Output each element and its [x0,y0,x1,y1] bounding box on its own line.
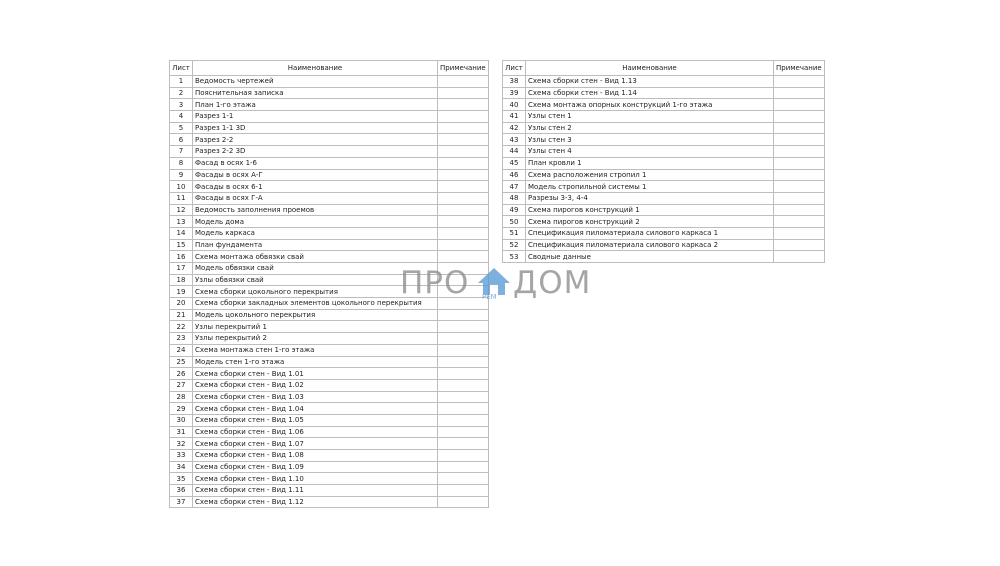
table-row [503,251,825,263]
sheet-name-cell: Схема расположения стропил 1 [526,169,774,181]
sheet-note-cell [438,239,489,251]
sheet-number-cell: 9 [170,169,193,181]
sheet-note-cell [438,134,489,146]
sheet-note-cell [774,169,825,181]
table-row [170,485,489,497]
sheet-name-cell: Схема сборки стен - Вид 1.04 [193,403,438,415]
sheet-number-cell: 36 [170,485,193,497]
sheet-note-cell [438,157,489,169]
sheet-name-cell: План фундамента [193,239,438,251]
table-body-right [503,76,825,263]
sheet-name-cell: Схема сборки стен - Вид 1.03 [193,391,438,403]
sheet-note-cell [438,169,489,181]
sheet-number-cell: 50 [503,216,526,228]
sheet-note-cell [438,216,489,228]
sheet-number-cell: 29 [170,403,193,415]
sheet-name-cell: Схема сборки стен - Вид 1.06 [193,426,438,438]
sheet-note-cell [774,239,825,251]
table-row [503,76,825,88]
table-row [503,216,825,228]
table-row [170,414,489,426]
sheet-number-cell: 5 [170,122,193,134]
sheet-note-cell [438,181,489,193]
sheet-note-cell [438,379,489,391]
sheet-number-cell: 7 [170,146,193,158]
sheet-note-cell [438,111,489,123]
sheet-name-cell: Фасады в осях Г-А [193,192,438,204]
table-row [503,87,825,99]
sheet-note-cell [438,356,489,368]
table-row [170,76,489,88]
table-row [170,473,489,485]
sheet-number-cell: 24 [170,344,193,356]
table-row [503,239,825,251]
header-sheet: Лист [170,61,193,76]
sheet-name-cell: Узлы стен 3 [526,134,774,146]
sheet-note-cell [438,414,489,426]
table-row [170,426,489,438]
table-row [170,216,489,228]
sheet-note-cell [774,227,825,239]
header-note: Примечание [438,61,489,76]
table-row [503,192,825,204]
sheet-note-cell [438,204,489,216]
sheet-note-cell [438,426,489,438]
sheet-note-cell [774,251,825,263]
sheet-number-cell: 38 [503,76,526,88]
table-header-row [503,61,825,76]
sheet-name-cell: Схема сборки стен - Вид 1.05 [193,414,438,426]
sheet-number-cell: 16 [170,251,193,263]
sheet-number-cell: 6 [170,134,193,146]
sheet-note-cell [438,146,489,158]
sheet-note-cell [438,473,489,485]
sheet-number-cell: 47 [503,181,526,193]
table-row [503,169,825,181]
sheet-note-cell [774,146,825,158]
sheet-number-cell: 22 [170,321,193,333]
sheet-name-cell: Схема монтажа опорных конструкций 1-го этажа [526,99,774,111]
sheet-number-cell: 23 [170,333,193,345]
sheet-note-cell [774,134,825,146]
sheet-name-cell: Модель обвязки свай [193,263,438,275]
sheet-note-cell [438,192,489,204]
watermark-logo [398,264,603,304]
sheet-name-cell: Фасады в осях 6-1 [193,181,438,193]
table-row [170,111,489,123]
table-row [170,169,489,181]
sheet-note-cell [438,321,489,333]
table-row [170,450,489,462]
sheet-number-cell: 1 [170,76,193,88]
table-row [170,251,489,263]
sheet-number-cell: 30 [170,414,193,426]
sheet-number-cell: 52 [503,239,526,251]
table-row [170,87,489,99]
sheet-name-cell: Модель цокольного перекрытия [193,309,438,321]
table-row [170,239,489,251]
sheet-number-cell: 14 [170,227,193,239]
table-row [170,192,489,204]
sheet-name-cell: Схема монтажа обвязки свай [193,251,438,263]
header-name: Наименование [193,61,438,76]
sheet-number-cell: 45 [503,157,526,169]
sheet-number-cell: 32 [170,438,193,450]
sheet-note-cell [438,461,489,473]
sheet-number-cell: 8 [170,157,193,169]
table-row [170,309,489,321]
table-row [170,227,489,239]
sheet-number-cell: 44 [503,146,526,158]
sheet-number-cell: 33 [170,450,193,462]
sheet-note-cell [438,251,489,263]
sheet-name-cell: Схема сборки стен - Вид 1.12 [193,496,438,508]
sheet-number-cell: 40 [503,99,526,111]
sheet-number-cell: 28 [170,391,193,403]
sheet-name-cell: Схема пирогов конструкций 2 [526,216,774,228]
sheet-name-cell: Схема пирогов конструкций 1 [526,204,774,216]
sheet-number-cell: 4 [170,111,193,123]
sheet-note-cell [438,309,489,321]
sheet-number-cell: 43 [503,134,526,146]
table-row [170,438,489,450]
sheet-name-cell: Схема сборки стен - Вид 1.14 [526,87,774,99]
sheet-number-cell: 34 [170,461,193,473]
table-row [503,146,825,158]
sheet-number-cell: 18 [170,274,193,286]
sheet-name-cell: Узлы перекрытий 2 [193,333,438,345]
sheet-number-cell: 26 [170,368,193,380]
sheet-name-cell: Разрез 1-1 3D [193,122,438,134]
sheet-number-cell: 27 [170,379,193,391]
sheet-note-cell [774,192,825,204]
sheet-note-cell [438,122,489,134]
table-row [503,204,825,216]
table-row [503,157,825,169]
table-row [503,99,825,111]
sheet-name-cell: Разрезы 3-3, 4-4 [526,192,774,204]
sheet-name-cell: Схема сборки закладных элементов цокольного перекрытия [193,298,438,310]
sheet-note-cell [438,485,489,497]
sheet-number-cell: 10 [170,181,193,193]
sheet-name-cell: Узлы стен 2 [526,122,774,134]
sheet-name-cell: Узлы перекрытий 1 [193,321,438,333]
sheet-note-cell [438,87,489,99]
sheet-name-cell: Сводные данные [526,251,774,263]
table-row [170,391,489,403]
sheet-name-cell: Узлы стен 4 [526,146,774,158]
sheet-number-cell: 17 [170,263,193,275]
sheet-number-cell: 42 [503,122,526,134]
sheet-number-cell: 2 [170,87,193,99]
sheet-name-cell: Ведомость заполнения проемов [193,204,438,216]
sheet-name-cell: Схема сборки стен - Вид 1.09 [193,461,438,473]
sheet-number-cell: 41 [503,111,526,123]
sheet-name-cell: Схема сборки стен - Вид 1.13 [526,76,774,88]
sheet-note-cell [438,368,489,380]
sheet-number-cell: 25 [170,356,193,368]
sheet-number-cell: 20 [170,298,193,310]
drawing-list-table-right [502,60,825,263]
sheet-name-cell: Схема сборки стен - Вид 1.07 [193,438,438,450]
header-sheet: Лист [503,61,526,76]
sheet-name-cell: Схема монтажа стен 1-го этажа [193,344,438,356]
table-row [503,122,825,134]
sheet-name-cell: Фасады в осях А-Г [193,169,438,181]
sheet-number-cell: 51 [503,227,526,239]
sheet-note-cell [774,181,825,193]
sheet-name-cell: Схема сборки стен - Вид 1.02 [193,379,438,391]
sheet-number-cell: 48 [503,192,526,204]
logo-text-left: ПРО [400,265,470,301]
sheet-name-cell: Схема сборки цокольного перекрытия [193,286,438,298]
sheet-note-cell [438,99,489,111]
sheet-name-cell: Схема сборки стен - Вид 1.08 [193,450,438,462]
table-row [170,122,489,134]
table-row [170,146,489,158]
table-row [170,379,489,391]
sheet-note-cell [774,204,825,216]
sheet-note-cell [438,438,489,450]
table-row [170,496,489,508]
table-row [503,181,825,193]
sheet-note-cell [438,496,489,508]
sheet-note-cell [438,450,489,462]
sheet-number-cell: 19 [170,286,193,298]
table-row [170,181,489,193]
sheet-note-cell [774,122,825,134]
sheet-name-cell: Узлы обвязки свай [193,274,438,286]
table-row [170,204,489,216]
sheet-name-cell: Схема сборки стен - Вид 1.10 [193,473,438,485]
sheet-note-cell [774,99,825,111]
sheet-name-cell: Модель стен 1-го этажа [193,356,438,368]
table-row [503,111,825,123]
sheet-note-cell [438,76,489,88]
logo-subtext: РЕМ [482,293,497,301]
table-row [170,99,489,111]
sheet-name-cell: Модель дома [193,216,438,228]
sheet-number-cell: 49 [503,204,526,216]
sheet-name-cell: Пояснительная записка [193,87,438,99]
table-row [170,321,489,333]
table-row [503,134,825,146]
sheet-number-cell: 12 [170,204,193,216]
sheet-name-cell: Модель каркаса [193,227,438,239]
sheet-name-cell: Схема сборки стен - Вид 1.11 [193,485,438,497]
sheet-note-cell [774,76,825,88]
table-row [503,227,825,239]
sheet-name-cell: Схема сборки стен - Вид 1.01 [193,368,438,380]
sheet-name-cell: Разрез 2-2 3D [193,146,438,158]
table-row [170,461,489,473]
table-row [170,403,489,415]
table-row [170,356,489,368]
table-row [170,157,489,169]
table-row [170,134,489,146]
sheet-number-cell: 15 [170,239,193,251]
sheet-number-cell: 21 [170,309,193,321]
sheet-number-cell: 11 [170,192,193,204]
sheet-note-cell [438,403,489,415]
table-row [170,333,489,345]
sheet-name-cell: Разрез 1-1 [193,111,438,123]
sheet-number-cell: 31 [170,426,193,438]
sheet-note-cell [774,216,825,228]
sheet-number-cell: 46 [503,169,526,181]
sheet-note-cell [774,157,825,169]
header-name: Наименование [526,61,774,76]
sheet-note-cell [438,391,489,403]
sheet-name-cell: Модель стропильной системы 1 [526,181,774,193]
sheet-number-cell: 39 [503,87,526,99]
table-row [170,368,489,380]
sheet-name-cell: Разрез 2-2 [193,134,438,146]
table-row [170,344,489,356]
sheet-name-cell: Спецификация пиломатериала силового каркаса 2 [526,239,774,251]
sheet-name-cell: План 1-го этажа [193,99,438,111]
sheet-note-cell [438,333,489,345]
sheet-name-cell: Спецификация пиломатериала силового каркаса 1 [526,227,774,239]
header-note: Примечание [774,61,825,76]
sheet-name-cell: Узлы стен 1 [526,111,774,123]
sheet-number-cell: 53 [503,251,526,263]
sheet-name-cell: Ведомость чертежей [193,76,438,88]
sheet-number-cell: 3 [170,99,193,111]
table-header-row [170,61,489,76]
sheet-number-cell: 35 [170,473,193,485]
sheet-number-cell: 13 [170,216,193,228]
sheet-note-cell [774,111,825,123]
sheet-name-cell: План кровли 1 [526,157,774,169]
logo-text-right: ДОМ [513,265,592,301]
sheet-name-cell: Фасад в осях 1-6 [193,157,438,169]
sheet-note-cell [438,227,489,239]
sheet-number-cell: 37 [170,496,193,508]
sheet-note-cell [774,87,825,99]
sheet-note-cell [438,344,489,356]
